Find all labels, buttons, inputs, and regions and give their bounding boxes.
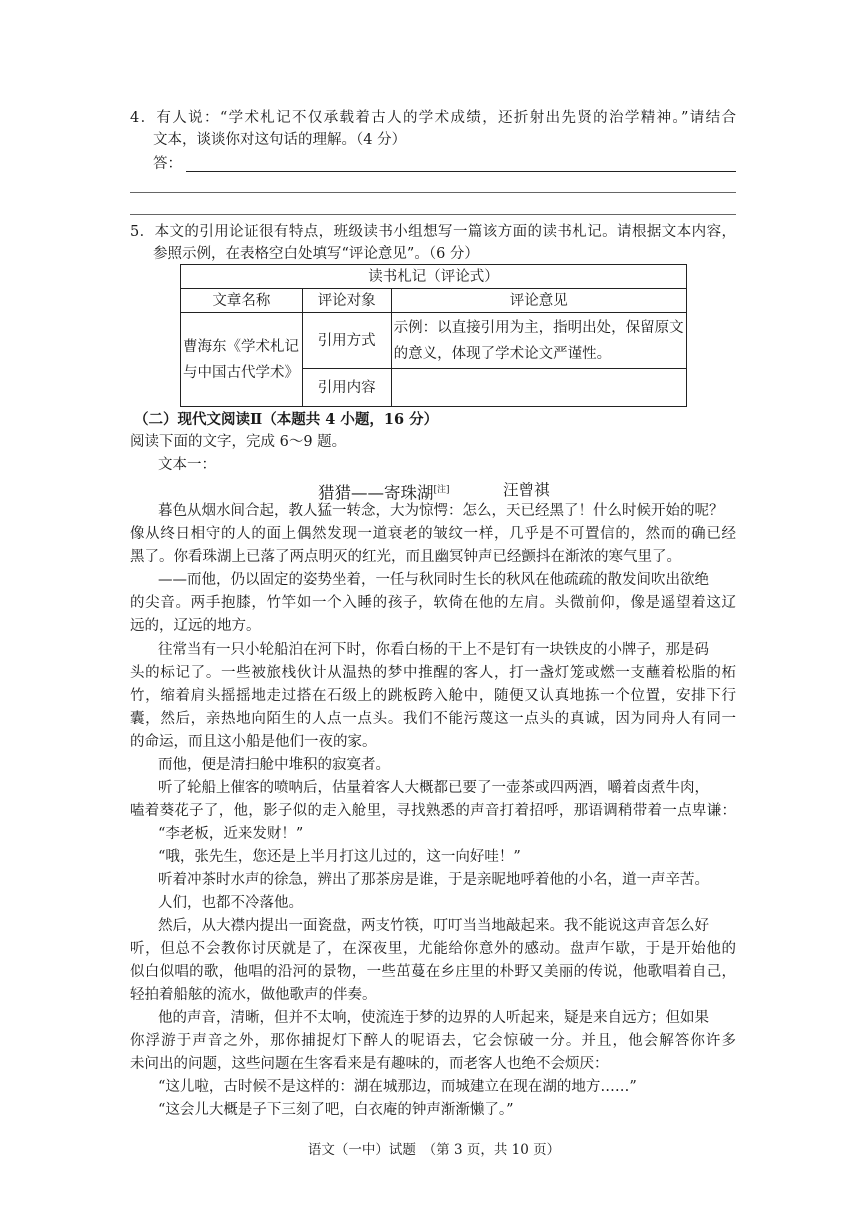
passage-line: “这会儿大概是子下三刻了吧，白衣庵的钟声渐渐懒了。”: [158, 1102, 514, 1118]
q4-answer-line-1[interactable]: [186, 171, 736, 172]
passage-author: 汪曾祺: [503, 481, 550, 499]
passage-line: 而他，便是清扫舱中堆积的寂寞者。: [158, 757, 390, 773]
passage-title-text: 猎猎——寄珠湖: [318, 483, 434, 503]
table-article-name: 曹海东《学术札记与中国古代学术》: [181, 313, 303, 407]
passage-line: 然后，从大襟内提出一面瓷盘，两支竹筷，叮叮当当地敲起来。我不能说这声音怎么好: [158, 918, 709, 934]
passage-line: 似白似唱的歌，他唱的沿河的景物，一些茁蔓在乡庄里的朴野又美丽的传说，他歌唱着自己，: [130, 964, 736, 980]
q5-line1: 5．本文的引用论证很有特点，班级读书小组想写一篇该方面的读书札记。请根据文本内容，: [130, 224, 736, 240]
passage-line: 他的声音，清晰，但并不太响，使流连于梦的边界的人听起来，疑是来自远方；但如果: [158, 1010, 709, 1026]
passage-line: 头的标记了。一些被旅栈伙计从温热的梦中推醒的客人，打一盏灯笼或燃一支蘸着松脂的柘: [130, 665, 736, 681]
table-header-opinion: 评论意见: [391, 289, 686, 313]
passage-line: 的尖音。两手抱膝，竹竿如一个入睡的孩子，软倚在他的左肩。头微前仰，像是遥望着这辽: [130, 595, 736, 611]
q4-line2: 文本，谈谈你对这句话的理解。（4 分）: [153, 132, 407, 148]
table-row-opinion-blank[interactable]: [391, 369, 686, 407]
passage-line: 远的，辽远的地方。: [130, 618, 261, 634]
passage-line: 轻拍着船舷的流水，做他歌声的伴奏。: [130, 987, 377, 1003]
passage-line: 暮色从烟水间合起，教人猛一转念，大为惊愕：怎么，天已经黑了！什么时候开始的呢？: [158, 503, 724, 519]
passage-line: 竹，缩着肩头摇摇地走过搭在石级上的跳板跨入舱中，随便又认真地拣一个位置，安排下行: [130, 688, 736, 704]
passage-line: 未问出的问题，这些问题在生客看来是有趣味的，而老客人也绝不会烦厌：: [130, 1056, 609, 1072]
table-header-object: 评论对象: [302, 289, 391, 313]
q4-answer-line-2[interactable]: [130, 192, 736, 193]
title-note-marker: [注]: [433, 485, 450, 495]
table-row-opinion-example: 示例：以直接引用为主，指明出处，保留原文的意义，体现了学术论文严谨性。: [391, 313, 686, 369]
passage-line: “哦，张先生，您还是上半月打这儿过的，这一向好哇！”: [158, 849, 521, 865]
passage-line: ——而他，仍以固定的姿势坐着，一任与秋同时生长的秋风在他疏疏的散发间吹出欲绝: [158, 572, 709, 588]
passage-line: 往常当有一只小轮船泊在河下时，你看白杨的干上不是钉有一块铁皮的小牌子，那是码: [158, 642, 709, 658]
passage-line: 的命运，而且这小船是他们一夜的家。: [130, 734, 377, 750]
q4-line1: 4．有人说：“学术札记不仅承载着古人的学术成绩，还折射出先贤的治学精神。”请结合: [130, 110, 736, 126]
text-label: 文本一：: [158, 457, 216, 473]
q5-line2: 参照示例，在表格空白处填写“评论意见”。（6 分）: [153, 246, 479, 262]
table-header-article: 文章名称: [181, 289, 303, 313]
passage-line: 嗑着葵花子了，他，影子似的走入舱里，寻找熟悉的声音打着招呼，那语调稍带着一点卑谦：: [130, 803, 736, 819]
section-heading: （二）现代文阅读Ⅱ（本题共 4 小题，16 分）: [134, 411, 439, 428]
passage-line: 囊，然后，亲热地向陌生的人点一点头。我们不能污蔑这一点头的真诚，因为同舟人有同一: [130, 711, 736, 727]
passage-line: 听着冲茶时水声的徐急，辨出了那茶房是谁，于是亲昵地呼着他的小名，道一声辛苦。: [158, 872, 709, 888]
passage-line: 黑了。你看珠湖上已落了两点明灭的红光，而且幽冥钟声已经颤抖在渐浓的寒气里了。: [130, 549, 681, 565]
page-footer: 语文（一中）试题 （第 3 页，共 10 页）: [307, 1142, 561, 1158]
passage-line: 人们，也都不冷落他。: [158, 895, 303, 911]
q4-answer-label: 答：: [153, 156, 182, 172]
reading-notes-table: [180, 264, 687, 407]
passage-line: 听，但总不会教你讨厌就是了，在深夜里，尤能给你意外的感动。盘声乍歇，于是开始他的: [130, 941, 736, 957]
passage-line: 你浮游于声音之外，那你捕捉灯下醉人的呢语去，它会惊破一分。并且，他会解答你许多: [130, 1033, 736, 1049]
passage-line: 听了轮船上催客的喷呐后，估量着客人大概都已要了一壶茶或四两酒，嚼着卤煮牛肉，: [158, 780, 709, 796]
section-instruction: 阅读下面的文字，完成 6～9 题。: [130, 434, 347, 450]
passage-line: “李老板，近来发财！”: [158, 826, 304, 842]
table-row-object: 引用方式: [302, 313, 391, 369]
passage-line: “这儿啦，古时候不是这样的：湖在城那边，而城建立在现在湖的地方……”: [158, 1079, 637, 1095]
table-row-object: 引用内容: [302, 369, 391, 407]
passage-line: 像从终日相守的人的面上偶然发现一道衰老的皱纹一样，几乎是不可置信的，然而的确已经: [130, 526, 736, 542]
q4-answer-line-3[interactable]: [130, 214, 736, 215]
table-caption: 读书札记（评论式）: [181, 265, 687, 289]
